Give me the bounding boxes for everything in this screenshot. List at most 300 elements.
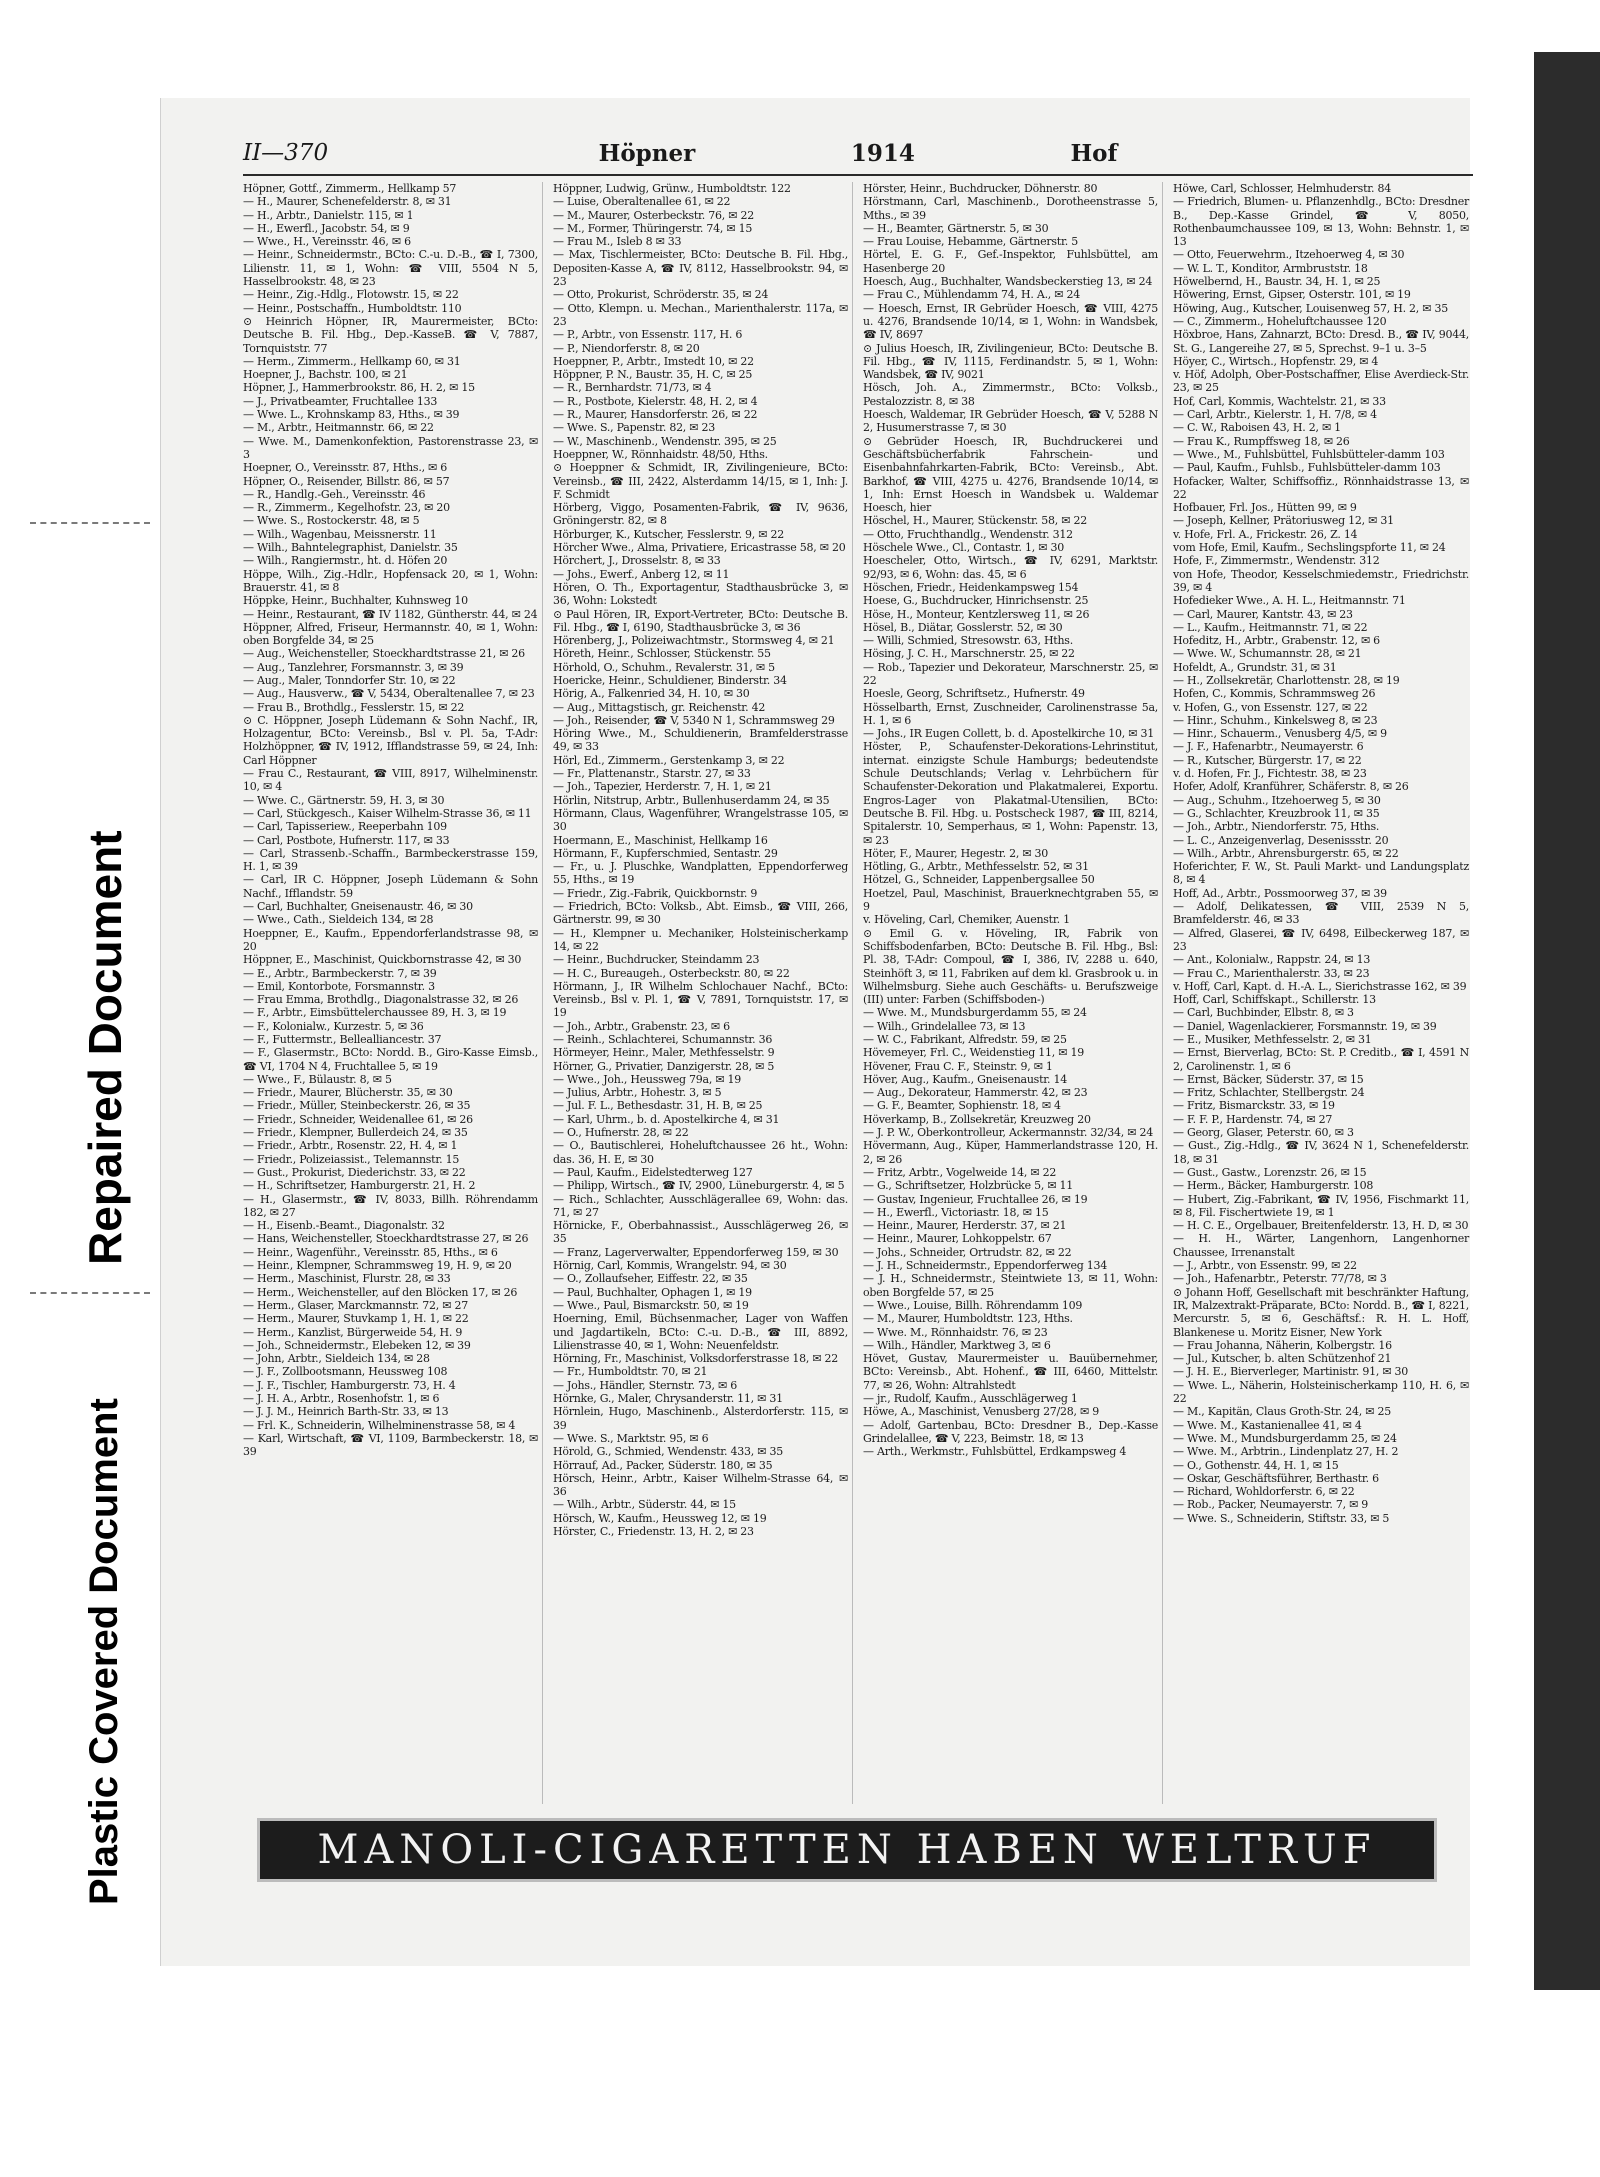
directory-entry: Hörmann, J., IR Wilhelm Schlochauer Nachf., BCto: Vereinsb., Bsl v. Pl. 1, ☎ V, 7891, Tornquiststr. 17, ✉ 19: [553, 979, 848, 1020]
directory-entry: Hörtel, E. G. F., Gef.-Inspektor, Fuhlsbüttel, am Hasenberge 20: [863, 248, 1158, 275]
directory-entry: ⊙ Julius Hoesch, IR, Zivilingenieur, BCto: Deutsche B. Fil. Hbg., ☎ IV, 1115, Ferdinandstr. 5, ✉ 1, Wohn: Wandsbek, ☎ IV, 9021: [863, 341, 1158, 382]
directory-entry: — J. F., Hafenarbtr., Neumayerstr. 6: [1173, 740, 1364, 754]
directory-entry: — Johs., IR Eugen Collett, b. d. Apostelkirche 10, ✉ 31: [863, 727, 1154, 741]
directory-entry: — Friedr., Polizeiassist., Telemannstr. 15: [243, 1152, 460, 1166]
directory-entry: Hofeldt, A., Grundstr. 31, ✉ 31: [1173, 660, 1337, 674]
directory-entry: — R., Maurer, Hansdorferstr. 26, ✉ 22: [553, 408, 758, 422]
directory-entry: — F., Glasermstr., BCto: Nordd. B., Giro-Kasse Eimsb., ☎ VI, 1704 N 4, Fruchtallee 5, ✉ 19: [243, 1046, 538, 1073]
directory-entry: — Adolf, Gartenbau, BCto: Dresdner B., Dep.-Kasse Grindelallee, ☎ V, 223, Beimstr. 18, ✉ 13: [863, 1418, 1158, 1445]
directory-entry: Höppner, Alfred, Friseur, Hermannstr. 40, ✉ 1, Wohn: oben Borgfelde 34, ✉ 25: [243, 620, 538, 648]
directory-entry: — Gust., Prokurist, Diederichstr. 33, ✉ 22: [243, 1165, 466, 1179]
directory-entry: Hörmeyer, Heinr., Maler, Methfesselstr. 9: [553, 1046, 775, 1060]
directory-entry: Hösing, J. C. H., Marschnerstr. 25, ✉ 22: [863, 647, 1075, 661]
directory-entry: — Friedr., Zig.-Fabrik, Quickbornstr. 9: [553, 886, 758, 900]
directory-entry: — Wwe., H., Vereinsstr. 46, ✉ 6: [243, 235, 411, 249]
directory-entry: Hötzel, G., Schneider, Lappenbergsallee 50: [863, 873, 1095, 887]
directory-entry: Hötling, G., Arbtr., Methfesselstr. 52, ✉ 31: [863, 860, 1089, 874]
directory-entry: — Paul, Kaufm., Fuhlsb., Fuhlsbütteler-damm 103: [1173, 461, 1441, 475]
directory-entry: — E., Musiker, Methfesselstr. 2, ✉ 31: [1173, 1033, 1372, 1046]
page-header: [243, 132, 1473, 176]
directory-entry: — Ernst, Bierverlag, BCto: St. P. Creditb., ☎ I, 4591 N 2, Carolinenstr. 1, ✉ 6: [1173, 1046, 1469, 1073]
directory-entry: — Fr., u. J. Pluschke, Wandplatten, Eppendorferweg 55, Hths., ✉ 19: [553, 860, 848, 887]
directory-entry: — J. H., Schneidermstr., Steintwiete 13, ✉ 11, Wohn: oben Borgfelde 57, ✉ 25: [863, 1272, 1158, 1299]
directory-entry: — Joh., Schneidermstr., Elebeken 12, ✉ 39: [243, 1338, 471, 1352]
directory-entry: — Friedrich, Blumen- u. Pflanzenhdlg., BCto: Dresdner B., Dep.-Kasse Grindel, ☎ V, 8050, Rothenbaumchaussee 109, ✉ 13, Wohn: Behnstr. 1, ✉ 13: [1173, 195, 1469, 249]
directory-entry: — Herm., Zimmerm., Hellkamp 60, ✉ 31: [243, 354, 461, 368]
directory-entry: — Fritz, Arbtr., Vogelweide 14, ✉ 22: [863, 1165, 1057, 1179]
directory-entry: — Frau C., Restaurant, ☎ VIII, 8917, Wilhelminenstr. 10, ✉ 4: [243, 767, 538, 794]
directory-entry: — Frau C., Marienthalerstr. 33, ✉ 23: [1173, 966, 1370, 980]
directory-entry: Hoerning, Emil, Büchsenmacher, Lager von Waffen und Jagdartikeln, BCto: C.-u. D.-B., ☎ III, 8892, Lilienstrasse 40, ✉ 1, Wohn: Neuenfeldstr.: [553, 1312, 848, 1352]
directory-entry: — J. J. M., Heinrich Barth-Str. 33, ✉ 13: [243, 1405, 449, 1419]
directory-entry: Hösselbarth, Ernst, Zuschneider, Carolinenstrasse 5a, H. 1, ✉ 6: [863, 700, 1158, 727]
directory-entry: — Aug., Weichensteller, Stoeckhardtstrasse 21, ✉ 26: [243, 647, 525, 661]
directory-entry: Höwering, Ernst, Gipser, Osterstr. 101, ✉ 19: [1173, 288, 1411, 302]
directory-entry: — Wwe. L., Krohnskamp 83, Hths., ✉ 39: [243, 408, 460, 422]
directory-entry: Hoetzel, Paul, Maschinist, Brauerknechtgraben 55, ✉ 9: [863, 886, 1158, 914]
directory-entry: Hofen, C., Kommis, Schrammsweg 26: [1173, 687, 1376, 701]
scan-right-edge: [1534, 52, 1600, 1992]
directory-entry: Hörnlein, Hugo, Maschinenb., Alsterdorferstr. 115, ✉ 39: [553, 1405, 848, 1432]
directory-entry: — Johs., Ewerf., Anberg 12, ✉ 11: [553, 567, 730, 581]
directory-columns: [243, 182, 1473, 1804]
directory-entry: ⊙ Paul Hören, IR, Export-Vertreter, BCto: Deutsche B. Fil. Hbg., ☎ I, 6190, Stadthausbrücke 3, ✉ 36: [553, 607, 848, 634]
directory-entry: Höwe, A., Maschinist, Venusberg 27/28, ✉ 9: [863, 1405, 1099, 1419]
directory-entry: — Franz, Lagerverwalter, Eppendorferweg 159, ✉ 30: [553, 1245, 839, 1259]
directory-entry: ⊙ Johann Hoff, Gesellschaft mit beschränkter Haftung, IR, Malzextrakt-Präparate, BCto: Nordd. B., ☎ I, 8221, Mercurstr. 5, ✉ 6, Geschäftsf.: R. H. L. Hoff, Blankenese u. Moritz Eisner, New York: [1173, 1285, 1469, 1339]
tab-divider: [30, 522, 150, 524]
directory-entry: — Friedr., Maurer, Blücherstr. 35, ✉ 30: [243, 1086, 453, 1100]
directory-entry: — Fritz, Bismarckstr. 33, ✉ 19: [1173, 1099, 1335, 1113]
directory-entry: — Rob., Tapezier und Dekorateur, Marschnerstr. 25, ✉ 22: [863, 660, 1158, 687]
directory-entry: — Wwe., M., Fuhlsbüttel, Fuhlsbütteler-damm 103: [1173, 447, 1445, 461]
directory-column-4: [1173, 182, 1473, 1804]
directory-entry: — Hoesch, Ernst, IR Gebrüder Hoesch, ☎ VIII, 4275 u. 4276, Brandsende 10/14, ✉ 1, Wohn: in Wandsbek, ☎ IV, 8697: [863, 301, 1158, 342]
header-right-word: Hof: [1070, 139, 1118, 167]
directory-entry: Hoepner, O., Vereinsstr. 87, Hths., ✉ 6: [243, 461, 448, 475]
directory-entry: — Heinr., Maurer, Lohkoppelstr. 67: [863, 1232, 1052, 1246]
plastic-covered-label: [82, 1725, 127, 1905]
directory-entry: — Carl, IR C. Höppner, Joseph Lüdemann & Sohn Nachf., Ifflandstr. 59: [243, 873, 538, 900]
directory-entry: Hörl, Ed., Zimmerm., Gerstenkamp 3, ✉ 22: [553, 753, 785, 767]
directory-entry: v. d. Hofen, Fr. J., Fichtestr. 38, ✉ 23: [1173, 767, 1367, 781]
directory-entry: — H., Ewerfl., Victoriastr. 18, ✉ 15: [863, 1205, 1049, 1219]
directory-entry: Hörhold, O., Schuhm., Revalerstr. 31, ✉ 5: [553, 660, 775, 674]
directory-entry: — Carl, Buchbinder, Elbstr. 8, ✉ 3: [1173, 1006, 1354, 1020]
directory-entry: — Frl. K., Schneiderin, Wilhelminenstrasse 58, ✉ 4: [243, 1418, 516, 1432]
directory-entry: Hörburger, K., Kutscher, Fesslerstr. 9, ✉ 22: [553, 527, 785, 541]
directory-entry: — Aug., Maler, Tonndorfer Str. 10, ✉ 22: [243, 673, 456, 687]
directory-entry: — Friedr., Arbtr., Rosenstr. 22, H. 4, ✉ 1: [243, 1139, 458, 1153]
directory-entry: Höter, F., Maurer, Hegestr. 2, ✉ 30: [863, 846, 1049, 860]
directory-entry: — Philipp, Wirtsch., ☎ IV, 2900, Lüneburgerstr. 4, ✉ 5: [553, 1179, 845, 1193]
directory-entry: Hoepner, J., Bachstr. 100, ✉ 21: [243, 368, 408, 382]
directory-entry: Höpner, J., Hammerbrookstr. 86, H. 2, ✉ 15: [243, 381, 475, 395]
directory-entry: — Frau Emma, Brothdlg., Diagonalstrasse 32, ✉ 26: [243, 993, 519, 1007]
directory-entry: — J., Arbtr., von Essenstr. 99, ✉ 22: [1173, 1259, 1357, 1273]
directory-entry: — Joh., Arbtr., Grabenstr. 23, ✉ 6: [553, 1019, 730, 1033]
directory-entry: — Carl, Stückgesch., Kaiser Wilhelm-Strasse 36, ✉ 11: [243, 806, 532, 820]
directory-column-2: [553, 182, 853, 1804]
directory-entry: — John, Arbtr., Sieldeich 134, ✉ 28: [243, 1352, 430, 1366]
directory-entry: Hösel, B., Diätar, Gosslerstr. 52, ✉ 30: [863, 620, 1063, 634]
directory-entry: — H., Eisenb.-Beamt., Diagonalstr. 32: [243, 1219, 445, 1233]
directory-entry: Hofbauer, Frl. Jos., Hütten 99, ✉ 9: [1173, 501, 1357, 515]
directory-entry: Hoeppner, P., Arbtr., Imstedt 10, ✉ 22: [553, 354, 754, 368]
directory-entry: — Heinr., Restaurant, ☎ IV 1182, Güntherstr. 44, ✉ 24: [243, 607, 538, 621]
directory-entry: Höschen, Friedr., Heidenkampsweg 154: [863, 580, 1079, 594]
directory-entry: — Willi, Schmied, Stresowstr. 63, Hths.: [863, 634, 1073, 648]
directory-entry: — O., Zollaufseher, Eiffestr. 22, ✉ 35: [553, 1272, 748, 1286]
directory-entry: Hörcher Wwe., Alma, Privatiere, Ericastrasse 58, ✉ 20: [553, 541, 846, 555]
directory-entry: — M., Maurer, Humboldtstr. 123, Hths.: [863, 1312, 1073, 1326]
directory-entry: Hösch, Joh. A., Zimmermstr., BCto: Volksb., Pestalozzistr. 8, ✉ 38: [863, 381, 1158, 408]
directory-entry: — Hans, Weichensteller, Stoeckhardtstrasse 27, ✉ 26: [243, 1232, 529, 1246]
directory-entry: Hörchert, J., Drosselstr. 8, ✉ 33: [553, 554, 721, 568]
directory-entry: — Friedrich, BCto: Volksb., Abt. Eimsb., ☎ VIII, 266, Gärtnerstr. 99, ✉ 30: [553, 900, 848, 927]
directory-entry: — W., Maschinenb., Wendenstr. 395, ✉ 25: [553, 434, 777, 448]
directory-entry: — Aug., Schuhm., Itzehoerweg 5, ✉ 30: [1173, 793, 1381, 807]
directory-entry: — Wwe., F., Bülaustr. 8, ✉ 5: [243, 1072, 392, 1086]
directory-entry: Hörberg, Viggo, Posamenten-Fabrik, ☎ IV, 9636, Gröningerstr. 82, ✉ 8: [553, 501, 848, 528]
directory-entry: Hörning, Fr., Maschinist, Volksdorferstrasse 18, ✉ 22: [553, 1352, 839, 1366]
directory-entry: — Daniel, Wagenlackierer, Forsmannstr. 19, ✉ 39: [1173, 1019, 1437, 1033]
directory-entry: Höpner, Gottf., Zimmerm., Hellkamp 57: [243, 182, 457, 195]
directory-entry: — Fritz, Schlachter, Stellbergstr. 24: [1173, 1086, 1365, 1100]
directory-entry: — Aug., Hausverw., ☎ V, 5434, Oberaltenallee 7, ✉ 23: [243, 687, 535, 701]
directory-entry: — L. C., Anzeigenverlag, Desenissstr. 20: [1173, 833, 1389, 847]
directory-entry: — Otto, Fruchthandlg., Wendenstr. 312: [863, 527, 1073, 541]
directory-entry: — Otto, Prokurist, Schröderstr. 35, ✉ 24: [553, 288, 769, 302]
directory-entry: — Wilh., Grindelallee 73, ✉ 13: [863, 1019, 1026, 1033]
directory-entry: — Paul, Kaufm., Eidelstedterweg 127: [553, 1165, 753, 1179]
directory-entry: — J., Privatbeamter, Fruchtallee 133: [243, 394, 438, 408]
directory-entry: Höppke, Heinr., Buchhalter, Kuhnsweg 10: [243, 594, 468, 608]
header-year: 1914: [850, 139, 915, 167]
directory-entry: Hoff, Carl, Schiffskapt., Schillerstr. 13: [1173, 993, 1376, 1007]
directory-entry: — O., Gothenstr. 44, H. 1, ✉ 15: [1173, 1458, 1339, 1472]
directory-entry: — Wwe. M., Mundsburgerdamm 25, ✉ 24: [1173, 1431, 1397, 1445]
directory-entry: — Wwe. S., Rostockerstr. 48, ✉ 5: [243, 514, 420, 528]
header-left-word: Höpner: [598, 139, 696, 167]
directory-entry: — Ant., Kolonialw., Rappstr. 24, ✉ 13: [1173, 953, 1371, 967]
directory-entry: — Carl, Tapisseriew., Reeperbahn 109: [243, 820, 447, 834]
directory-entry: — W. C., Fabrikant, Alfredstr. 59, ✉ 25: [863, 1033, 1067, 1046]
directory-entry: Hoese, G., Buchdrucker, Hinrichsenstr. 25: [863, 594, 1089, 608]
directory-entry: — Aug., Mittagstisch, gr. Reichenstr. 42: [553, 700, 766, 714]
directory-entry: — Wwe. L., Näherin, Holsteinischerkamp 110, H. 6, ✉ 22: [1173, 1378, 1469, 1406]
directory-entry: — P., Arbtr., von Essenstr. 117, H. 6: [553, 328, 743, 342]
directory-entry: — C. W., Raboisen 43, H. 2, ✉ 1: [1173, 421, 1341, 435]
directory-entry: — R., Bernhardstr. 71/73, ✉ 4: [553, 381, 712, 395]
directory-entry: Hoesch, Aug., Buchhalter, Wandsbeckerstieg 13, ✉ 24: [863, 275, 1153, 289]
directory-entry: — Georg, Glaser, Peterstr. 60, ✉ 3: [1173, 1126, 1354, 1140]
directory-entry: ⊙ C. Höppner, Joseph Lüdemann & Sohn Nachf., IR, Holzagentur, BCto: Vereinsb., Bsl v. Pl. 5a, T-Adr: Holzhöppner, ☎ IV, 1912, Ifflandstrasse 59, ✉ 24, Inh: Carl Höppner: [243, 713, 538, 767]
directory-entry: ⊙ Hoeppner & Schmidt, IR, Zivilingenieure, BCto: Vereinsb., ☎ III, 2422, Alsterdamm 14/15, ✉ 1, Inh: J. F. Schmidt: [553, 461, 848, 501]
directory-entry: Hörig, A., Falkenried 34, H. 10, ✉ 30: [553, 687, 750, 701]
directory-entry: — Richard, Wohldorferstr. 6, ✉ 22: [1173, 1485, 1355, 1499]
directory-entry: — M., Arbtr., Heitmannstr. 66, ✉ 22: [243, 421, 434, 435]
directory-entry: — Rich., Schlachter, Ausschlägerallee 69, Wohn: das. 71, ✉ 27: [553, 1192, 848, 1219]
directory-entry: — Arth., Werkmstr., Fuhlsbüttel, Erdkampsweg 4: [863, 1445, 1127, 1459]
directory-entry: Höppner, Ludwig, Grünw., Humboldtstr. 122: [553, 182, 791, 195]
directory-entry: Hoferichter, F. W., St. Pauli Markt- und Landungsplatz 8, ✉ 4: [1173, 860, 1469, 887]
directory-entry: Hof, Carl, Kommis, Wachtelstr. 21, ✉ 33: [1173, 394, 1386, 408]
directory-entry: — Emil, Kontorbote, Forsmannstr. 3: [243, 979, 435, 993]
directory-entry: — L., Kaufm., Heitmannstr. 71, ✉ 22: [1173, 620, 1368, 634]
directory-entry: — Wwe. S., Schneiderin, Stiftstr. 33, ✉ 5: [1173, 1511, 1390, 1525]
directory-entry: — J. H. E., Bierverleger, Martinistr. 91, ✉ 30: [1173, 1365, 1409, 1379]
directory-entry: Hofacker, Walter, Schiffsoffiz., Rönnhaidstrasse 13, ✉ 22: [1173, 474, 1469, 501]
directory-entry: — H., Maurer, Schenefelderstr. 8, ✉ 31: [243, 195, 452, 209]
directory-entry: — J. P. W., Oberkontrolleur, Ackermannstr. 32/34, ✉ 24: [863, 1126, 1153, 1140]
directory-entry: Hövet, Gustav, Maurermeister u. Bauübernehmer, BCto: Vereinsb., Abt. Hohenf., ☎ III, 6460, Mittelstr. 77, ✉ 26, Wohn: Altrahlstedt: [863, 1352, 1158, 1392]
directory-entry: — O., Hufnerstr. 28, ✉ 22: [553, 1126, 689, 1140]
directory-entry: Höster, P., Schaufenster-Dekorations-Lehrinstitut, internat. einzigste Schule Hamburgs; bedeutendste Schule Deutschlands; Verlag v. Lehrbüchern für Schaufenster-Dekoration und Plakatmalerei, Exportu. Engros-Lager von Plakatmal-Utensilien, BCto: Deutsche B. Fil. Hbg. u. Postscheck 1987, ☎ III, 8214, Spitalerstr. 10, Semperhaus, ✉ 1, Wohn: Papenstr. 13, ✉ 23: [863, 740, 1158, 847]
directory-entry: — Jul. F. L., Bethesdastr. 31, H. B, ✉ 25: [553, 1099, 763, 1113]
directory-entry: Höschel, H., Maurer, Stückenstr. 58, ✉ 22: [863, 514, 1087, 528]
directory-entry: — Wwe. M., Kastanienallee 41, ✉ 4: [1173, 1418, 1362, 1432]
directory-entry: Hörlin, Nitstrup, Arbtr., Bullenhuserdamm 24, ✉ 35: [553, 793, 830, 807]
directory-entry: — Luise, Oberaltenallee 61, ✉ 22: [553, 195, 731, 209]
directory-entry: — H., Arbtr., Danielstr. 115, ✉ 1: [243, 208, 414, 222]
directory-entry: Hörnig, Carl, Kommis, Wrangelstr. 94, ✉ 30: [553, 1259, 787, 1273]
directory-column-1: [243, 182, 543, 1804]
directory-entry: — Wwe. M., Damenkonfektion, Pastorenstrasse 23, ✉ 3: [243, 434, 538, 461]
directory-entry: Hoesch, Waldemar, IR Gebrüder Hoesch, ☎ V, 5288 N 2, Husumerstrasse 7, ✉ 30: [863, 408, 1158, 435]
directory-entry: ⊙ Gebrüder Hoesch, IR, Buchdruckerei und Geschäftsbücherfabrik Fahrschein- und Eisenbahnfahrkarten-Fabrik, BCto: Vereinsb., Abt. Barkhof, ☎ VIII, 4275 u. 4276, Brandsende 10/14, ✉ 1, Inh: Ernst Hoesch in Wandsbek u. Waldemar Hoesch, hier: [863, 434, 1158, 515]
directory-page: [160, 98, 1470, 1966]
directory-entry: — Ernst, Bäcker, Süderstr. 37, ✉ 15: [1173, 1072, 1364, 1086]
directory-entry: — Heinr., Zig.-Hdlg., Flotowstr. 15, ✉ 22: [243, 288, 459, 302]
directory-entry: — Herm., Kanzlist, Bürgerweide 54, H. 9: [243, 1325, 463, 1339]
directory-entry: — Aug., Tanzlehrer, Forsmannstr. 3, ✉ 39: [243, 660, 464, 674]
directory-entry: — Heinr., Wagenführ., Vereinsstr. 85, Hths., ✉ 6: [243, 1245, 498, 1259]
directory-entry: — Hinr., Schuhm., Kinkelsweg 8, ✉ 23: [1173, 713, 1378, 727]
directory-entry: — Herm., Glaser, Marckmannstr. 72, ✉ 27: [243, 1298, 468, 1312]
directory-entry: — M., Kapitän, Claus Groth-Str. 24, ✉ 25: [1173, 1405, 1391, 1419]
directory-entry: Hövermann, Aug., Küper, Hammerlandstrasse 120, H. 2, ✉ 26: [863, 1139, 1158, 1166]
directory-entry: Hörmann, Claus, Wagenführer, Wrangelstrasse 105, ✉ 30: [553, 806, 848, 834]
directory-entry: — J. F., Zollbootsmann, Heussweg 108: [243, 1365, 448, 1379]
directory-entry: Hörsch, Heinr., Arbtr., Kaiser Wilhelm-Strasse 64, ✉ 36: [553, 1471, 848, 1499]
directory-entry: — F., Futtermstr., Bellealliancestr. 37: [243, 1033, 442, 1046]
directory-entry: — H., Klempner u. Mechaniker, Holsteinischerkamp 14, ✉ 22: [553, 926, 848, 953]
directory-entry: Hörold, G., Schmied, Wendenstr. 433, ✉ 35: [553, 1445, 784, 1459]
directory-entry: — Paul, Buchhalter, Ophagen 1, ✉ 19: [553, 1285, 752, 1299]
advertisement-banner: MANOLI-CIGARETTEN HABEN WELTRUF: [257, 1818, 1437, 1882]
directory-entry: — Joh., Tapezier, Herderstr. 7, H. 1, ✉ 21: [553, 780, 772, 794]
directory-entry: — C., Zimmerm., Hoheluftchaussee 120: [1173, 314, 1387, 328]
directory-entry: — Carl, Maurer, Kantstr. 43, ✉ 23: [1173, 607, 1353, 621]
directory-entry: — R., Kutscher, Bürgerstr. 17, ✉ 22: [1173, 753, 1362, 767]
directory-entry: — G. F., Beamter, Sophienstr. 18, ✉ 4: [863, 1099, 1061, 1113]
directory-entry: Höverkamp, B., Zollsekretär, Kreuzweg 20: [863, 1112, 1091, 1126]
directory-entry: Hofedieker Wwe., A. H. L., Heitmannstr. 71: [1173, 594, 1406, 608]
directory-entry: — J. H., Schneidermstr., Eppendorferweg 134: [863, 1259, 1108, 1273]
directory-entry: — Wwe. C., Gärtnerstr. 59, H. 3, ✉ 30: [243, 793, 445, 807]
directory-entry: — M., Former, Thüringerstr. 74, ✉ 15: [553, 221, 753, 235]
directory-entry: — Frau Johanna, Näherin, Kolbergstr. 16: [1173, 1338, 1392, 1352]
directory-entry: — Heinr., Postschaffn., Humboldtstr. 110: [243, 301, 462, 315]
directory-entry: — Wilh., Arbtr., Süderstr. 44, ✉ 15: [553, 1498, 736, 1512]
tab-divider: [30, 1292, 150, 1294]
directory-entry: vom Hofe, Emil, Kaufm., Sechslingspforte 11, ✉ 24: [1173, 541, 1446, 555]
directory-entry: Hoeppner, E., Kaufm., Eppendorferlandstrasse 98, ✉ 20: [243, 926, 538, 953]
directory-entry: v. Hoff, Carl, Kapt. d. H.-A. L., Sierichstrasse 162, ✉ 39: [1173, 979, 1467, 993]
directory-entry: Hövener, Frau C. F., Steinstr. 9, ✉ 1: [863, 1059, 1053, 1073]
directory-entry: Hofeditz, H., Arbtr., Grabenstr. 12, ✉ 6: [1173, 634, 1380, 648]
directory-entry: von Hofe, Theodor, Kesselschmiedemstr., Friedrichstr. 39, ✉ 4: [1173, 567, 1469, 594]
directory-entry: — H., Ewerfl., Jacobstr. 54, ✉ 9: [243, 221, 410, 235]
directory-entry: — J. H. A., Arbtr., Rosenhofstr. 1, ✉ 6: [243, 1392, 440, 1406]
directory-entry: — H. H., Wärter, Langenhorn, Langenhorner Chaussee, Irrenanstalt: [1173, 1232, 1469, 1259]
directory-entry: — H., Glasermstr., ☎ IV, 8033, Billh. Röhrendamm 182, ✉ 27: [243, 1192, 538, 1219]
directory-entry: Hofe, F., Zimmermstr., Wendenstr. 312: [1173, 554, 1380, 568]
directory-entry: — Wwe., Cath., Sieldeich 134, ✉ 28: [243, 913, 434, 927]
directory-entry: — Herm., Bäcker, Hamburgerstr. 108: [1173, 1179, 1374, 1193]
directory-entry: — Reinh., Schlachterei, Schumannstr. 36: [553, 1033, 773, 1046]
directory-entry: Hörner, G., Privatier, Danzigerstr. 28, ✉ 5: [553, 1059, 775, 1073]
directory-entry: — Frau C., Mühlendamm 74, H. A., ✉ 24: [863, 288, 1081, 302]
directory-entry: — E., Arbtr., Barmbeckerstr. 7, ✉ 39: [243, 966, 437, 980]
scan-top-margin: [0, 0, 1600, 52]
directory-entry: — W. L. T., Konditor, Armbruststr. 18: [1173, 261, 1368, 275]
directory-entry: — H. C., Bureaugeh., Osterbeckstr. 80, ✉ 22: [553, 966, 790, 980]
directory-entry: — Joh., Reisender, ☎ V, 5340 N 1, Schrammsweg 29: [553, 713, 835, 727]
directory-entry: — Heinr., Schneidermstr., BCto: C.-u. D.-B., ☎ I, 7300, Lilienstr. 11, ✉ 1, Wohn: ☎ VIII, 5504 N 5, Hasselbrookstr. 48, ✉ 23: [243, 248, 538, 289]
directory-entry: — O., Bautischlerei, Hoheluftchaussee 26 ht., Wohn: das. 36, H. E, ✉ 30: [553, 1139, 848, 1166]
scan-bottom-margin: [0, 1990, 1600, 2177]
directory-entry: Hoesle, Georg, Schriftsetz., Hufnerstr. 49: [863, 687, 1085, 701]
directory-entry: — Oskar, Geschäftsführer, Berthastr. 6: [1173, 1471, 1379, 1485]
directory-entry: — Adolf, Delikatessen, ☎ VIII, 2539 N 5, Bramfelderstr. 46, ✉ 33: [1173, 900, 1469, 927]
directory-entry: — Wwe., Paul, Bismarckstr. 50, ✉ 19: [553, 1298, 749, 1312]
directory-entry: — Frau M., Isleb 8 ✉ 33: [553, 235, 682, 249]
directory-entry: Höwelbernd, H., Baustr. 34, H. 1, ✉ 25: [1173, 275, 1381, 289]
directory-entry: — Frau K., Rumpffsweg 18, ✉ 26: [1173, 434, 1350, 448]
directory-entry: Hörrauf, Ad., Packer, Süderstr. 180, ✉ 35: [553, 1458, 773, 1472]
directory-entry: — Otto, Klempn. u. Mechan., Marienthalerstr. 117a, ✉ 23: [553, 301, 848, 328]
directory-entry: — Wwe., Louise, Billh. Röhrendamm 109: [863, 1298, 1083, 1312]
directory-entry: — H., Beamter, Gärtnerstr. 5, ✉ 30: [863, 221, 1049, 235]
directory-entry: — Joh., Arbtr., Niendorferstr. 75, Hths.: [1173, 820, 1380, 834]
page-number: II—370: [243, 140, 329, 166]
directory-entry: — Rob., Packer, Neumayerstr. 7, ✉ 9: [1173, 1498, 1369, 1512]
directory-entry: — Herm., Maurer, Stuvkamp 1, H. 1, ✉ 22: [243, 1312, 469, 1326]
directory-entry: — Heinr., Maurer, Herderstr. 37, ✉ 21: [863, 1219, 1067, 1233]
directory-entry: — Gust., Gastw., Lorenzstr. 26, ✉ 15: [1173, 1165, 1367, 1179]
directory-entry: Hörstmann, Carl, Maschinenb., Dorotheenstrasse 5, Mths., ✉ 39: [863, 195, 1158, 222]
repaired-document-label: [78, 1085, 132, 1265]
directory-entry: v. Höf, Adolph, Ober-Postschaffner, Elise Averdieck-Str. 23, ✉ 25: [1173, 368, 1469, 395]
directory-entry: Hörenberg, J., Polizeiwachtmstr., Stormsweg 4, ✉ 21: [553, 634, 835, 648]
directory-entry: Hofer, Adolf, Kranführer, Schäferstr. 8, ✉ 26: [1173, 780, 1409, 794]
directory-entry: — Wwe. S., Papenstr. 82, ✉ 23: [553, 421, 716, 435]
directory-entry: — Johs., Schneider, Ortrudstr. 82, ✉ 22: [863, 1245, 1072, 1259]
directory-entry: Höppe, Wilh., Zig.-Hdlr., Hopfensack 20, ✉ 1, Wohn: Brauerstr. 41, ✉ 8: [243, 567, 538, 594]
directory-entry: — Wwe. M., Rönnhaidstr. 76, ✉ 23: [863, 1325, 1048, 1339]
directory-entry: — J. F., Tischler, Hamburgerstr. 73, H. 4: [243, 1378, 456, 1392]
directory-entry: — Joseph, Kellner, Prätoriusweg 12, ✉ 31: [1173, 514, 1394, 528]
directory-entry: Hoericke, Heinr., Schuldiener, Binderstr. 34: [553, 673, 787, 687]
directory-entry: Höreth, Heinr., Schlosser, Stückenstr. 55: [553, 647, 771, 661]
directory-entry: — Otto, Feuerwehrm., Itzehoerweg 4, ✉ 30: [1173, 248, 1405, 262]
directory-entry: — Fr., Humboldtstr. 70, ✉ 21: [553, 1365, 708, 1379]
directory-entry: — Heinr., Klempner, Schrammsweg 19, H. 9, ✉ 20: [243, 1259, 512, 1273]
directory-entry: v. Höveling, Carl, Chemiker, Auenstr. 1: [863, 913, 1070, 927]
directory-entry: Hören, O. Th., Exportagentur, Stadthausbrücke 3, ✉ 36, Wohn: Lokstedt: [553, 580, 848, 608]
directory-entry: Hövemeyer, Frl. C., Weidenstieg 11, ✉ 19: [863, 1046, 1084, 1060]
directory-entry: v. Hofen, G., von Essenstr. 127, ✉ 22: [1173, 700, 1368, 714]
directory-entry: Höse, H., Monteur, Kentzlersweg 11, ✉ 26: [863, 607, 1090, 621]
directory-entry: Hörnke, G., Maler, Chrysanderstr. 11, ✉ 31: [553, 1392, 783, 1406]
directory-entry: — Wilh., Arbtr., Ahrensburgerstr. 65, ✉ 22: [1173, 846, 1399, 860]
directory-entry: — R., Handlg.-Geh., Vereinsstr. 46: [243, 487, 426, 501]
directory-entry: — jr., Rudolf, Kaufm., Ausschlägerweg 1: [863, 1392, 1078, 1406]
directory-entry: — Herm., Weichensteller, auf den Blöcken 17, ✉ 26: [243, 1285, 518, 1299]
directory-entry: Hoermann, E., Maschinist, Hellkamp 16: [553, 833, 768, 847]
directory-entry: — F., Kolonialw., Kurzestr. 5, ✉ 36: [243, 1019, 424, 1033]
directory-entry: Hörster, C., Friedenstr. 13, H. 2, ✉ 23: [553, 1524, 754, 1538]
directory-entry: — Hubert, Zig.-Fabrikant, ☎ IV, 1956, Fischmarkt 11, ✉ 8, Fil. Fischertwiete 19, ✉ 1: [1173, 1192, 1469, 1219]
directory-entry: Höring Wwe., M., Schuldienerin, Bramfelderstrasse 49, ✉ 33: [553, 727, 848, 754]
directory-entry: — Wilh., Händler, Marktweg 3, ✉ 6: [863, 1338, 1051, 1352]
directory-entry: — Carl, Postbote, Hufnerstr. 117, ✉ 33: [243, 833, 450, 847]
directory-entry: — Joh., Hafenarbtr., Peterstr. 77/78, ✉ 3: [1173, 1272, 1387, 1286]
directory-entry: Höyer, C., Wirtsch., Hopfenstr. 29, ✉ 4: [1173, 354, 1379, 368]
directory-entry: ⊙ Emil G. v. Höveling, IR, Fabrik von Schiffsbodenfarben, BCto: Deutsche B. Fil. Hbg., Bsl: Pl. 38, T-Adr: Compoul, ☎ I, 386, IV, 2288 u. 640, Steinhöft 3, ✉ 11, Fabriken auf dem kl. Grasbrook u. in Wilhelmsburg. Siehe auch Geschäfts- u. Berufszweige (III) unter: Farben (Schiffsboden-): [863, 926, 1158, 1007]
directory-entry: — Carl, Arbtr., Kielerstr. 1, H. 7/8, ✉ 4: [1173, 408, 1377, 422]
directory-entry: — Wwe. S., Marktstr. 95, ✉ 6: [553, 1431, 709, 1445]
directory-entry: Höxbroe, Hans, Zahnarzt, BCto: Dresd. B., ☎ IV, 9044, St. G., Langereihe 27, ✉ 5, Sprechst. 9–1 u. 3–5: [1173, 328, 1469, 355]
directory-entry: Höppner, E., Maschinist, Quickbornstrasse 42, ✉ 30: [243, 953, 522, 967]
directory-entry: — Carl, Buchhalter, Gneisenaustr. 46, ✉ 30: [243, 900, 473, 914]
directory-entry: — Wilh., Rangiermstr., ht. d. Höfen 20: [243, 554, 448, 568]
directory-entry: Höwing, Aug., Kutscher, Louisenweg 57, H. 2, ✉ 35: [1173, 301, 1449, 315]
directory-entry: — Heinr., Buchdrucker, Steindamm 23: [553, 953, 760, 967]
directory-entry: — H., Schriftsetzer, Hamburgerstr. 21, H. 2: [243, 1179, 476, 1193]
directory-entry: — Karl, Wirtschaft, ☎ VI, 1109, Barmbeckerstr. 18, ✉ 39: [243, 1431, 538, 1459]
directory-entry: — Wwe. W., Schumannstr. 28, ✉ 21: [1173, 647, 1362, 661]
directory-entry: Höppner, P. N., Baustr. 35, H. C, ✉ 25: [553, 368, 753, 382]
directory-entry: — P., Niendorferstr. 8, ✉ 20: [553, 341, 700, 355]
directory-entry: — Wilh., Bahntelegraphist, Danielstr. 35: [243, 541, 458, 555]
directory-entry: — Friedr., Schneider, Weidenallee 61, ✉ 26: [243, 1112, 473, 1126]
directory-entry: Höver, Aug., Kaufm., Gneisenaustr. 14: [863, 1072, 1068, 1086]
directory-entry: Hörnicke, F., Oberbahnassist., Ausschlägerweg 26, ✉ 35: [553, 1219, 848, 1246]
directory-entry: — Jul., Kutscher, b. alten Schützenhof 21: [1173, 1352, 1392, 1366]
directory-entry: Hoff, Ad., Arbtr., Possmoorweg 37, ✉ 39: [1173, 886, 1387, 900]
directory-entry: — Wwe. M., Arbtrin., Lindenplatz 27, H. 2: [1173, 1445, 1399, 1459]
directory-entry: Hoeppner, W., Rönnhaidstr. 48/50, Hths.: [553, 447, 768, 461]
directory-entry: Höschele Wwe., Cl., Contastr. 1, ✉ 30: [863, 541, 1064, 555]
directory-entry: Hörsch, W., Kaufm., Heussweg 12, ✉ 19: [553, 1511, 767, 1525]
directory-entry: — H., Zollsekretär, Charlottenstr. 28, ✉ 19: [1173, 673, 1400, 687]
directory-entry: — Wilh., Wagenbau, Meissnerstr. 11: [243, 527, 437, 541]
directory-entry: — Alfred, Glaserei, ☎ IV, 6498, Eilbeckerweg 187, ✉ 23: [1173, 926, 1469, 953]
directory-entry: Höwe, Carl, Schlosser, Helmhuderstr. 84: [1173, 182, 1392, 195]
directory-entry: — F. F. P., Hardenstr. 74, ✉ 27: [1173, 1112, 1333, 1126]
directory-entry: — Wwe., Joh., Heussweg 79a, ✉ 19: [553, 1072, 742, 1086]
directory-entry: Hörster, Heinr., Buchdrucker, Döhnerstr. 80: [863, 182, 1098, 195]
directory-entry: — Friedr., Müller, Steinbeckerstr. 26, ✉ 35: [243, 1099, 471, 1113]
directory-entry: — Aug., Dekorateur, Hammerstr. 42, ✉ 23: [863, 1086, 1088, 1100]
directory-entry: — G., Schriftsetzer, Holzbrücke 5, ✉ 11: [863, 1179, 1074, 1193]
directory-entry: — Friedr., Klempner, Bullerdeich 24, ✉ 35: [243, 1126, 468, 1140]
directory-entry: — G., Schlachter, Kreuzbrook 11, ✉ 35: [1173, 806, 1380, 820]
directory-entry: — Karl, Uhrm., b. d. Apostelkirche 4, ✉ 31: [553, 1112, 780, 1126]
